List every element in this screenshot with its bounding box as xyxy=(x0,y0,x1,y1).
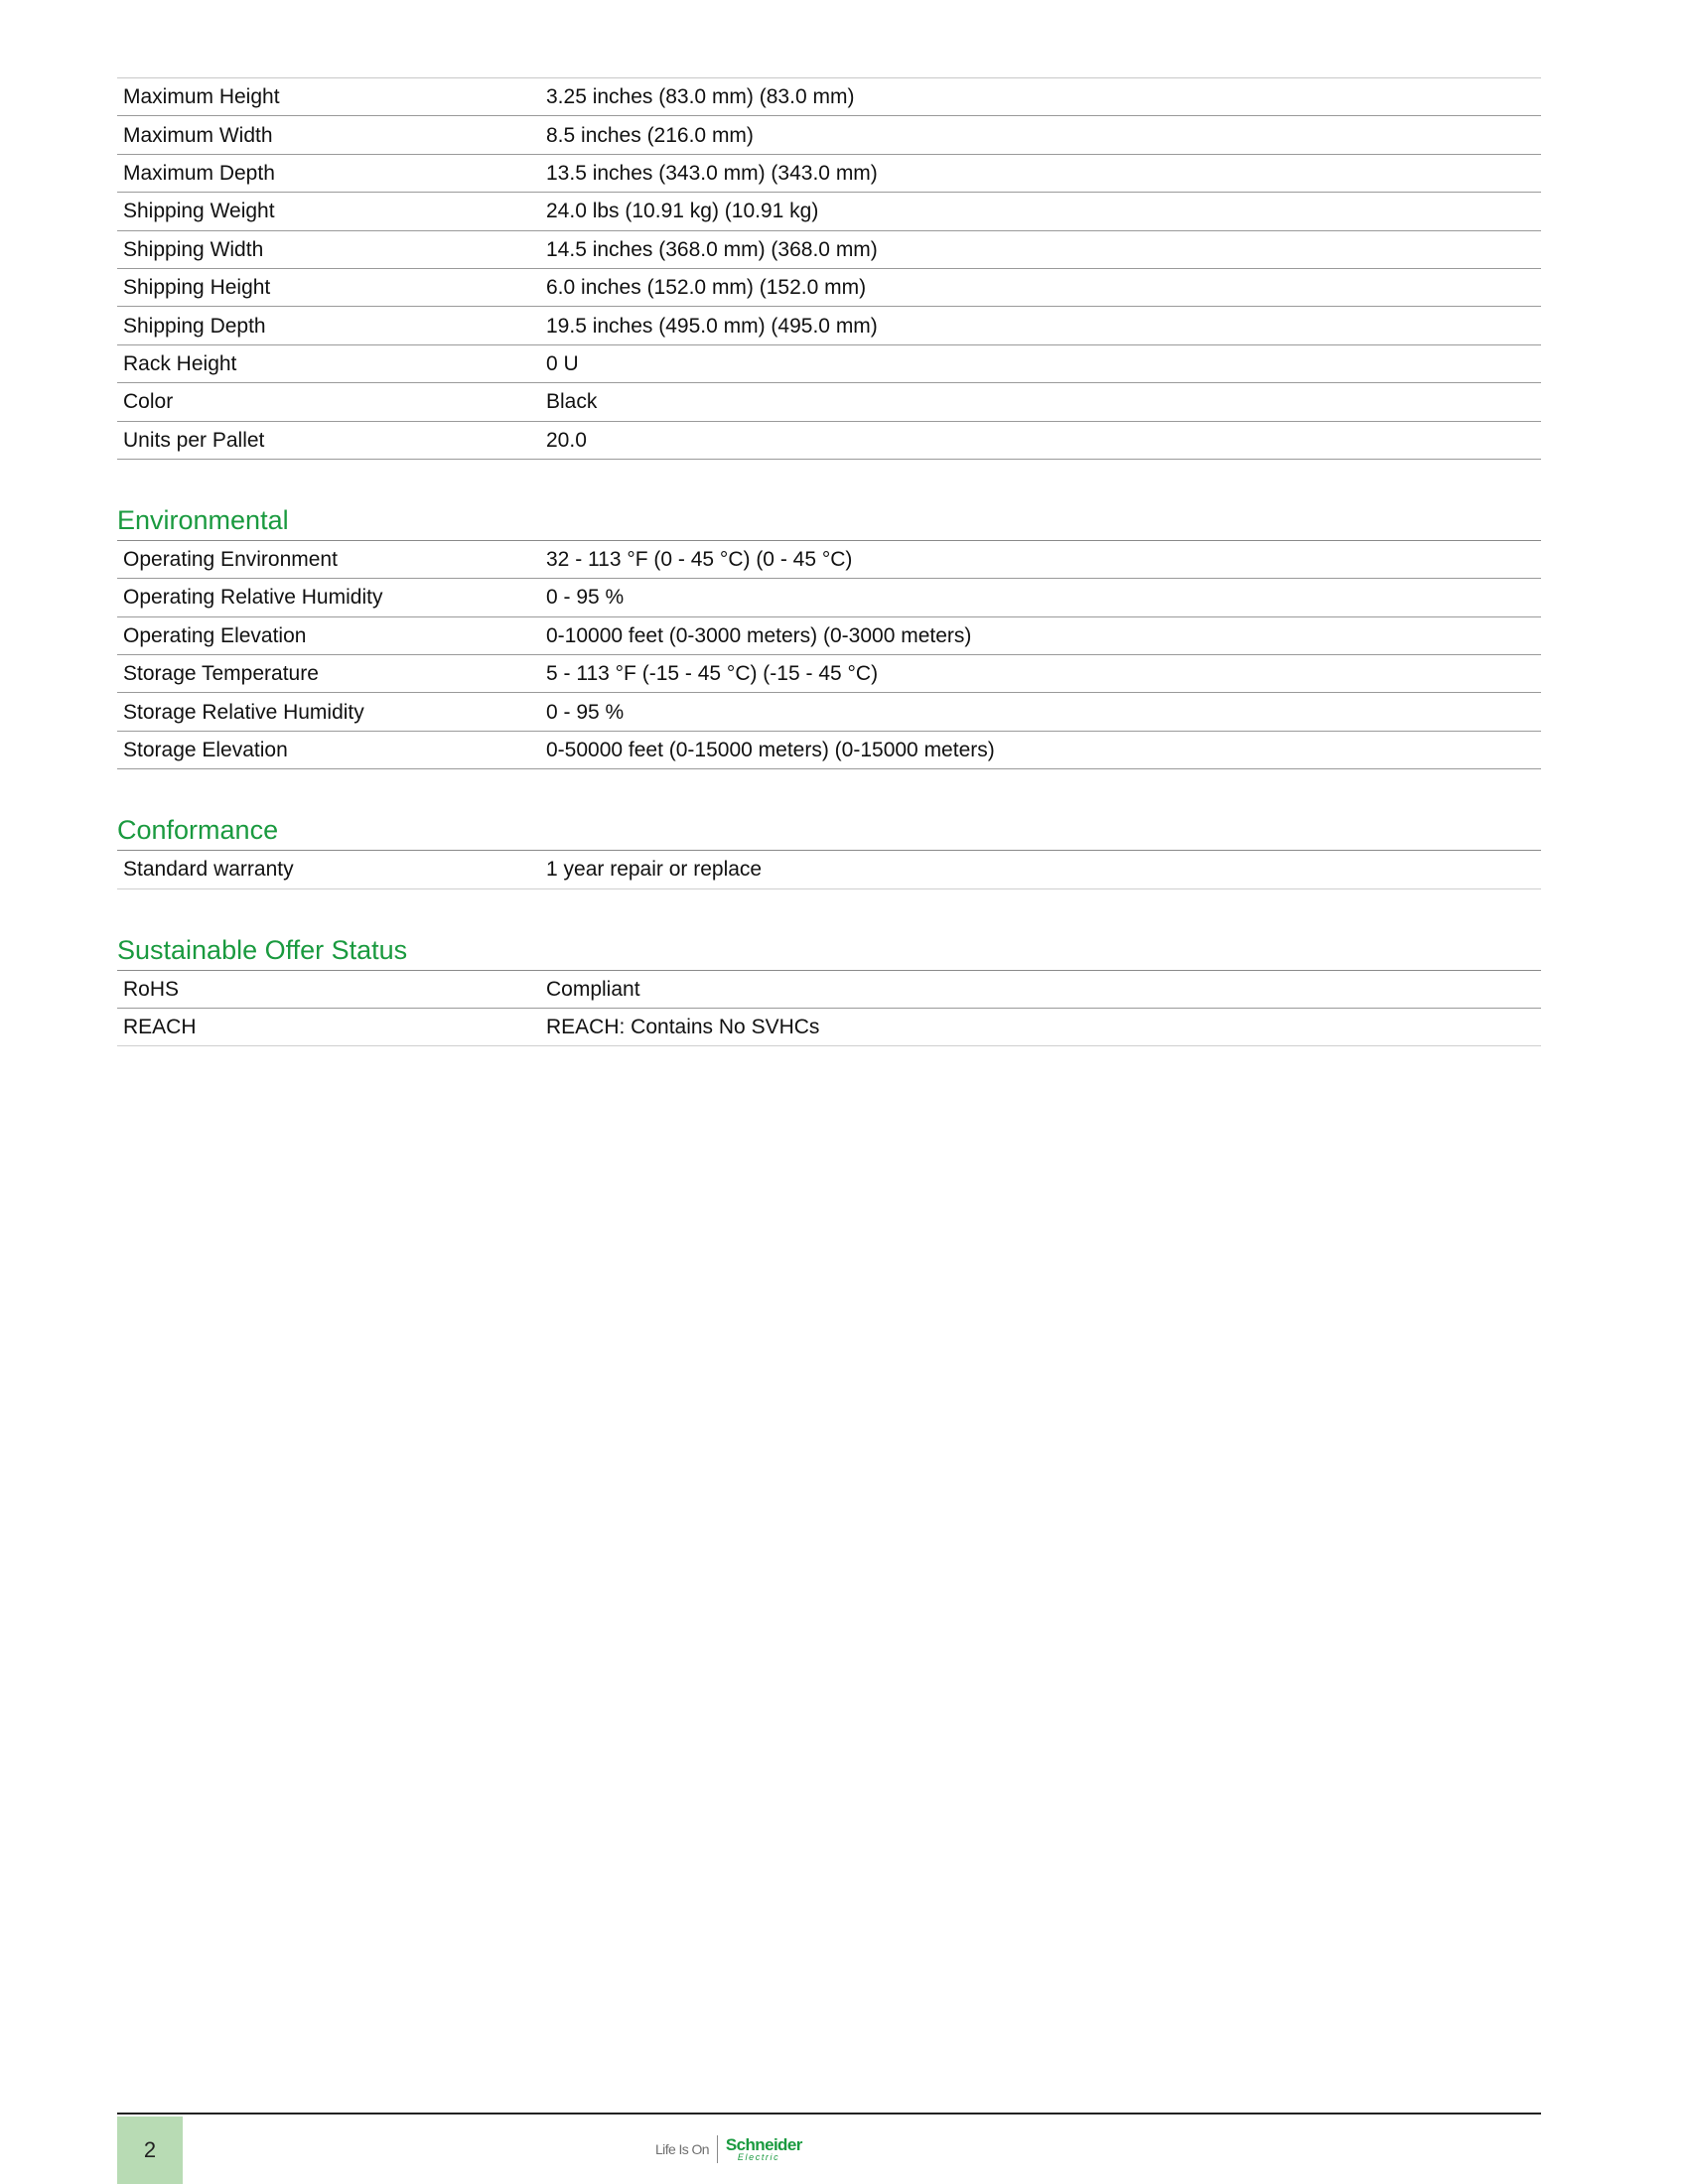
conformance-section xyxy=(117,817,1541,888)
physical-spec-table xyxy=(117,77,1541,460)
spec-label: Shipping Width xyxy=(123,237,264,261)
table-row xyxy=(117,307,1541,344)
spec-label: REACH xyxy=(123,1016,197,1039)
table-row xyxy=(117,970,1541,1008)
spec-value: Black xyxy=(546,390,598,414)
section-title-environmental: Environmental xyxy=(117,504,289,535)
table-row xyxy=(117,579,1541,616)
spec-value: 24.0 lbs (10.91 kg) (10.91 kg) xyxy=(546,200,819,223)
spec-label: Storage Elevation xyxy=(123,739,288,762)
spec-value: 8.5 inches (216.0 mm) xyxy=(546,123,754,147)
spec-label: Shipping Weight xyxy=(123,200,275,223)
spec-label: Units per Pallet xyxy=(123,428,265,452)
table-row xyxy=(117,731,1541,768)
table-row xyxy=(117,193,1541,230)
table-row xyxy=(117,116,1541,154)
brand-logo xyxy=(655,2132,802,2166)
spec-value: 14.5 inches (368.0 mm) (368.0 mm) xyxy=(546,237,878,261)
spec-label: Standard warranty xyxy=(123,858,294,882)
spec-value: 13.5 inches (343.0 mm) (343.0 mm) xyxy=(546,161,878,185)
table-row xyxy=(117,230,1541,268)
spec-value: 3.25 inches (83.0 mm) (83.0 mm) xyxy=(546,85,855,109)
page-number: 2 xyxy=(117,2116,183,2184)
spec-label: Storage Temperature xyxy=(123,662,319,686)
spec-label: Maximum Depth xyxy=(123,161,275,185)
spec-value: 0 U xyxy=(546,351,579,375)
spec-value: REACH: Contains No SVHCs xyxy=(546,1016,820,1039)
spec-label: Operating Relative Humidity xyxy=(123,586,383,610)
spec-value: 0 - 95 % xyxy=(546,700,625,724)
brand-name: Schneider xyxy=(725,2135,802,2154)
spec-value: 32 - 113 °F (0 - 45 °C) (0 - 45 °C) xyxy=(546,548,853,572)
brand-divider xyxy=(717,2135,718,2163)
table-row xyxy=(117,421,1541,459)
section-title-sustainable: Sustainable Offer Status xyxy=(117,934,408,965)
spec-label: Storage Relative Humidity xyxy=(123,700,364,724)
table-row xyxy=(117,655,1541,693)
spec-label: Color xyxy=(123,390,174,414)
spec-label: RoHS xyxy=(123,977,180,1001)
table-row xyxy=(117,344,1541,382)
spec-value: 19.5 inches (495.0 mm) (495.0 mm) xyxy=(546,314,878,338)
spec-label: Operating Elevation xyxy=(123,623,307,647)
spec-value: 6.0 inches (152.0 mm) (152.0 mm) xyxy=(546,276,867,300)
brand-tagline: Life Is On xyxy=(655,2141,709,2157)
environmental-section xyxy=(117,504,1541,769)
section-title-conformance: Conformance xyxy=(117,815,279,846)
sustainable-spec-table xyxy=(117,970,1541,1047)
spec-value: 1 year repair or replace xyxy=(546,858,763,882)
spec-label: Shipping Depth xyxy=(123,314,266,338)
sustainable-section xyxy=(117,934,1541,1047)
spec-label: Shipping Height xyxy=(123,276,271,300)
conformance-spec-table xyxy=(117,850,1541,888)
spec-value: Compliant xyxy=(546,977,640,1001)
table-row xyxy=(117,616,1541,654)
spec-label: Maximum Height xyxy=(123,85,280,109)
table-row xyxy=(117,154,1541,192)
spec-label: Operating Environment xyxy=(123,548,338,572)
table-row xyxy=(117,268,1541,306)
brand-sub: Electric xyxy=(737,2152,780,2162)
table-row xyxy=(117,1009,1541,1046)
spec-label: Maximum Width xyxy=(123,123,273,147)
table-row xyxy=(117,540,1541,578)
spec-value: 0-10000 feet (0-3000 meters) (0-3000 meters) xyxy=(546,623,972,647)
schneider-logo-icon xyxy=(726,2136,802,2162)
table-row xyxy=(117,851,1541,888)
spec-sheet xyxy=(117,77,1541,1046)
spec-value: 5 - 113 °F (-15 - 45 °C) (-15 - 45 °C) xyxy=(546,662,879,686)
spec-value: 0-50000 feet (0-15000 meters) (0-15000 meters) xyxy=(546,739,995,762)
table-row xyxy=(117,693,1541,731)
table-row xyxy=(117,383,1541,421)
environmental-spec-table xyxy=(117,540,1541,769)
spec-label: Rack Height xyxy=(123,351,237,375)
spec-value: 0 - 95 % xyxy=(546,586,625,610)
table-row xyxy=(117,78,1541,116)
page-footer xyxy=(117,2113,1541,2184)
spec-value: 20.0 xyxy=(546,428,587,452)
